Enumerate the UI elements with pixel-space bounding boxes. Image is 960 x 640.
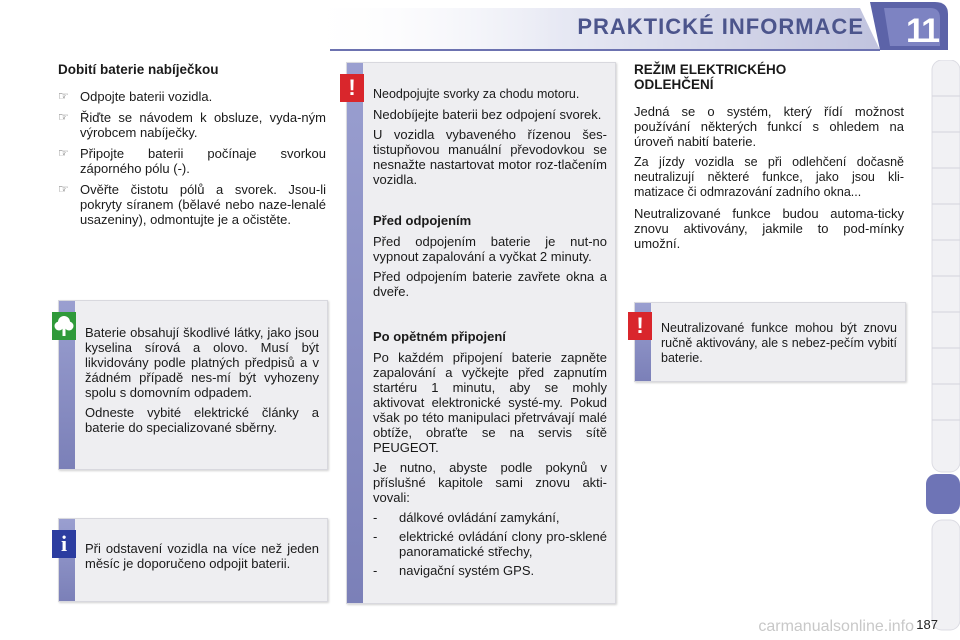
tree-icon xyxy=(52,312,76,340)
hand-pointer-icon: ☞ xyxy=(58,146,69,160)
section-title-charging: Dobití baterie nabíječkou xyxy=(58,62,219,77)
exclamation-icon: ! xyxy=(340,74,364,102)
hand-pointer-icon: ☞ xyxy=(58,182,69,196)
chapter-number: 11 xyxy=(906,12,938,50)
list-item xyxy=(58,182,326,227)
list-item-text: Připojte baterii počínaje svorkou záporného pólu (-). xyxy=(80,146,326,176)
tree-icon-shape xyxy=(54,315,74,337)
charging-steps-list xyxy=(58,89,326,227)
battery-warning-note xyxy=(346,62,616,604)
right-column xyxy=(634,62,904,257)
hand-pointer-icon: ☞ xyxy=(58,89,69,103)
page-title: PRAKTICKÉ INFORMACE xyxy=(577,14,864,39)
warning-paragraph: U vozidla vybaveného řízenou šes-tistupňovou manuální převodovkou se nesnažte nastartovat motor roz-tlačením vozidla. xyxy=(373,127,607,187)
dash-marker: - xyxy=(373,529,378,544)
list-item-text: Ověřte čistotu pólů a svorek. Jsou-li pokryty síranem (bělavé nebo naze-lenalé usazeniny), odmontujte je a očistěte. xyxy=(80,182,326,227)
before-paragraph: Před odpojením baterie zavřete okna a dveře. xyxy=(373,269,607,299)
dash-marker: - xyxy=(373,510,378,525)
warning-paragraph: Neodpojujte svorky za chodu motoru. xyxy=(373,87,580,101)
watermark: carmanualsonline.info xyxy=(758,618,914,635)
body-paragraph: Za jízdy vozidla se při odlehčení dočasně neutralizují některé funkce, jako jsou kli-matizace či odmrazování zadního okna... xyxy=(634,155,904,199)
subsection-title-after-reconnect: Po opětném připojení xyxy=(373,329,506,344)
after-paragraph: Po každém připojení baterie zapněte zapalování a vyčkejte před zapnutím startéru 1 minutu, aby se mohly aktivovat elektronické systé-my. Pokud však po této manipulaci přetrvávají malé obtíže, obraťte se na servis sítě PEUGEOT. xyxy=(373,350,607,455)
list-item xyxy=(373,529,607,559)
list-item-text: Řiďte se návodem k obsluze, vyda-ným výrobcem nabíječky. xyxy=(80,110,326,140)
list-item-text: dálkové ovládání zamykání, xyxy=(399,510,560,525)
warning-paragraph: Nedobíjejte baterii bez odpojení svorek. xyxy=(373,107,602,122)
list-item-text: Odpojte baterii vozidla. xyxy=(80,89,213,104)
environment-note xyxy=(58,300,328,470)
list-item xyxy=(58,146,326,176)
info-note xyxy=(58,518,328,602)
list-item xyxy=(373,563,607,578)
info-icon: i xyxy=(52,530,76,558)
note-paragraph: Odneste vybité elektrické články a baterie do specializované sběrny. xyxy=(85,405,319,435)
note-paragraph: Při odstavení vozidla na více než jeden měsíc je doporučeno odpojit baterii. xyxy=(85,541,319,571)
list-item xyxy=(58,89,326,104)
section-title-line: ODLEHČENÍ xyxy=(634,77,714,92)
dash-marker: - xyxy=(373,563,378,578)
section-title-line: REŽIM ELEKTRICKÉHO xyxy=(634,62,787,77)
chapter-tabs xyxy=(926,60,960,640)
before-paragraph: Před odpojením baterie je nut-no vypnout zapalování a vyčkat 2 minuty. xyxy=(373,234,607,264)
list-item-text: navigační systém GPS. xyxy=(399,563,535,578)
subsection-title-before-disconnect: Před odpojením xyxy=(373,213,472,228)
body-paragraph: Jedná se o systém, který řídí možnost používání některých funkcí s ohledem na úroveň nabití baterie. xyxy=(634,104,904,149)
left-column xyxy=(58,62,326,233)
list-item-text: elektrické ovládání clony pro-sklené panoramatické střechy, xyxy=(399,529,607,559)
note-paragraph: Baterie obsahují škodlivé látky, jako jsou kyselina sírová a olovo. Musí být likvidovány podle platných předpisů a v žádném případě nes-mí být vyhozeny spolu s domovním odpadem. xyxy=(85,325,319,400)
page-number: 187 xyxy=(916,617,938,632)
hand-pointer-icon: ☞ xyxy=(58,110,69,124)
section-title-load-shedding xyxy=(634,62,904,92)
reactivation-warning-note xyxy=(634,302,906,382)
list-item xyxy=(373,510,607,525)
note-band xyxy=(347,63,363,603)
reactivation-list xyxy=(373,510,607,578)
note-paragraph: Neutralizované funkce mohou být znovu ručně aktivovány, ale s nebez-pečím vybití baterie. xyxy=(661,321,897,365)
body-paragraph: Neutralizované funkce budou automa-ticky znovu aktivovány, jakmile to pod-mínky umožní. xyxy=(634,206,904,251)
exclamation-icon: ! xyxy=(628,312,652,340)
list-item xyxy=(58,110,326,140)
after-paragraph: Je nutno, abyste podle pokynů v příslušné kapitole sami znovu akti-vovali: xyxy=(373,460,607,505)
